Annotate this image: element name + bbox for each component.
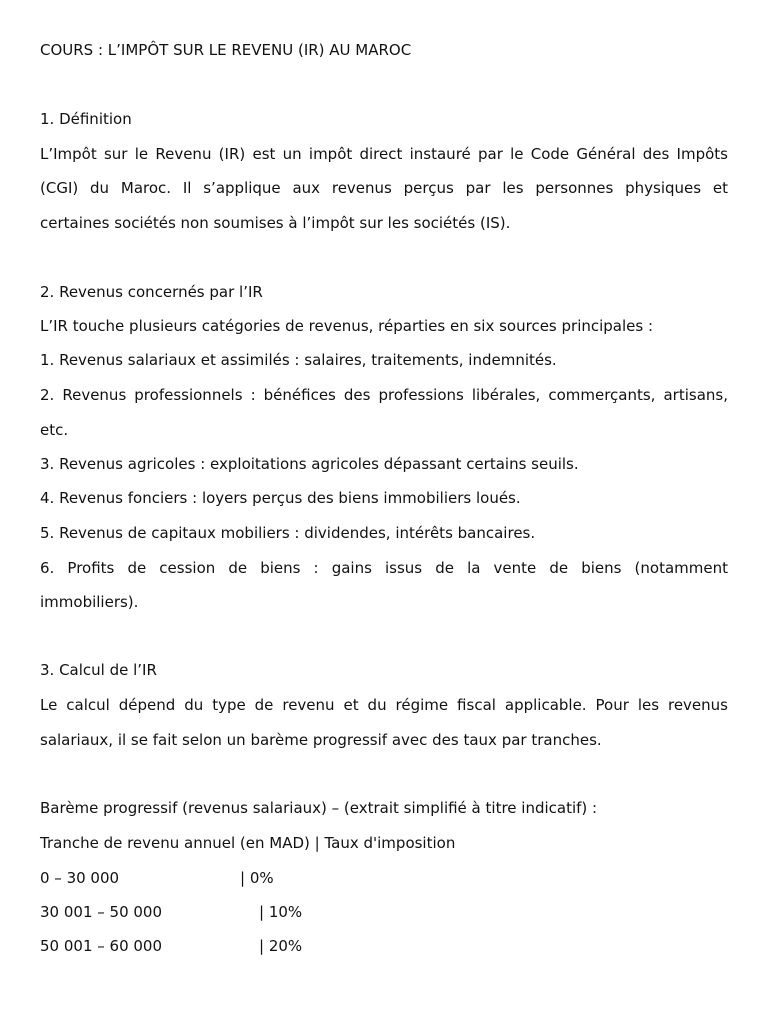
bareme-row <box>40 902 728 922</box>
bareme-range: 0 – 30 000 <box>40 869 120 887</box>
bareme-rate: | 20% <box>259 937 303 955</box>
bareme-range: 50 001 – 60 000 <box>40 937 163 955</box>
section-2-heading: 2. Revenus concernés par l’IR <box>40 283 263 301</box>
income-list-item: 1. Revenus salariaux et assimilés : salaires, traitements, indemnités. <box>40 351 557 369</box>
income-list-item: 5. Revenus de capitaux mobiliers : dividendes, intérêts bancaires. <box>40 524 536 542</box>
income-list-item: 6. Profits de cession de biens : gains issus de la vente de biens (notamment <box>40 559 728 577</box>
section-3-line: Le calcul dépend du type de revenu et du régime fiscal applicable. Pour les revenus <box>40 696 728 714</box>
section-3-heading: 3. Calcul de l’IR <box>40 661 157 679</box>
income-list-item: immobiliers). <box>40 593 139 611</box>
bareme-rate: | 10% <box>259 903 303 921</box>
income-list-item: etc. <box>40 421 69 439</box>
section-1-line: certaines sociétés non soumises à l’impôt sur les sociétés (IS). <box>40 214 511 232</box>
bareme-rate: | 0% <box>240 869 274 887</box>
section-1-heading: 1. Définition <box>40 110 132 128</box>
income-list-item: 4. Revenus fonciers : loyers perçus des biens immobiliers loués. <box>40 489 521 507</box>
income-list-item: 3. Revenus agricoles : exploitations agricoles dépassant certains seuils. <box>40 455 579 473</box>
bareme-row <box>40 936 728 956</box>
bareme-title: Barème progressif (revenus salariaux) – (extrait simplifié à titre indicatif) : <box>40 799 598 817</box>
bareme-table-header: Tranche de revenu annuel (en MAD) | Taux d'imposition <box>40 834 456 852</box>
section-2-intro: L’IR touche plusieurs catégories de revenus, réparties en six sources principales : <box>40 317 654 335</box>
section-1-line: (CGI) du Maroc. Il s’applique aux revenus perçus par les personnes physiques et <box>40 179 728 197</box>
section-1-line: L’Impôt sur le Revenu (IR) est un impôt direct instauré par le Code Général des Impôts <box>40 145 728 163</box>
bareme-range: 30 001 – 50 000 <box>40 903 163 921</box>
document-title: COURS : L’IMPÔT SUR LE REVENU (IR) AU MAROC <box>40 41 412 59</box>
section-3-line: salariaux, il se fait selon un barème progressif avec des taux par tranches. <box>40 731 602 749</box>
income-list-item: 2. Revenus professionnels : bénéfices des professions libérales, commerçants, artisans, <box>40 386 728 404</box>
bareme-row <box>40 868 728 888</box>
